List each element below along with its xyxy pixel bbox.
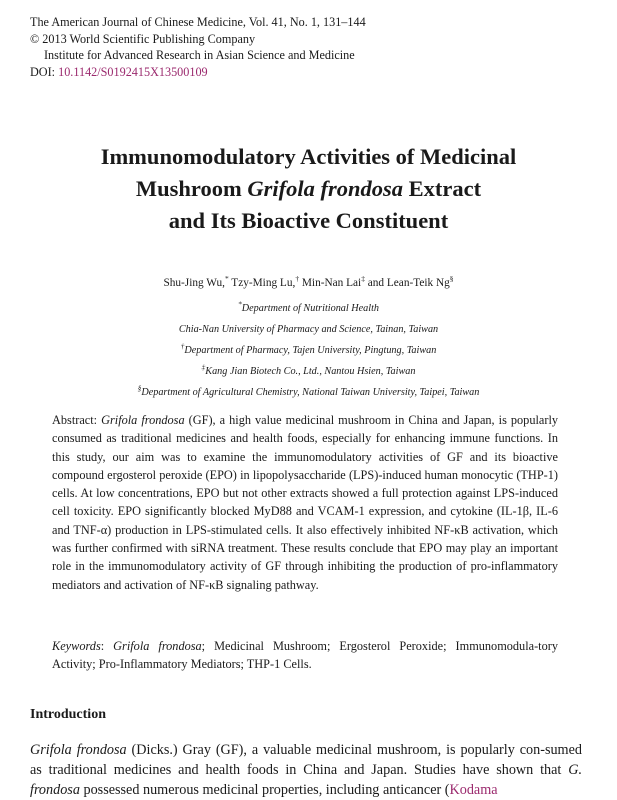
section-heading-introduction: Introduction bbox=[30, 707, 106, 722]
title-line-2 bbox=[0, 173, 617, 205]
author-3: Min-Nan Lai bbox=[299, 277, 362, 289]
author-list bbox=[0, 275, 617, 292]
intro-species-short: G. frondosa bbox=[30, 762, 582, 798]
abstract-species: Grifola frondosa bbox=[101, 413, 185, 427]
affiliation-1b-text: Chia-Nan University of Pharmacy and Science, Tainan, Taiwan bbox=[178, 324, 439, 335]
abstract-body: (GF), a high value medicinal mushroom in China and Japan, is popularly consumed as traditional medicines and health foods, especially for enhancing immune functions. In this study, our aim was to examine the immunomodulatory activities of GF and its bioactive compound ergosterol peroxide (EPO) in lipopolysaccharide (LPS)-induced human monocytic (THP-1) cells. At low concentrations, EPO but not other extracts showed a full protection against LPS-induced cell toxicity. EPO significantly blocked MyD88 and VCAM-1 expression, and cytokine (IL-1β, IL-6 and TNF-α) production in LPS-stimulated cells. It also effectively inhibited NF-κB activation, which was further confirmed with siRNA treatment. These results conclude that EPO may play an important role in the immunomodulatory activity of GF through inhibiting the production of pro-inflammatory mediators and activation of NF-κB signaling pathway. bbox=[52, 413, 559, 592]
keywords-species: Grifola frondosa bbox=[113, 639, 202, 653]
author-4: and Lean-Teik Ng bbox=[364, 277, 450, 289]
author-4-mark: § bbox=[449, 274, 454, 284]
affiliation-2-text: Department of Pharmacy, Tajen University, Pingtung, Taiwan bbox=[184, 345, 437, 356]
copyright-line: © 2013 World Scientific Publishing Company bbox=[30, 31, 256, 46]
affiliation-1-mark: * bbox=[238, 299, 242, 309]
intro-body-1: (Dicks.) Gray (GF), a valuable medicinal mushroom, is popularly con-sumed as traditional medicines and health foods in China and Japan. Studies have shown that bbox=[30, 742, 582, 778]
abstract-label: Abstract: bbox=[52, 413, 102, 427]
affiliation-1b bbox=[0, 319, 617, 340]
title-species: Grifola frondosa bbox=[247, 176, 404, 201]
keywords: Keywords: Grifola frondosa; Medicinal Mushroom; Ergosterol Peroxide; Immunomodula-tory Activity; Pro-Inflammatory Mediators; THP-1 Cells. bbox=[52, 639, 558, 672]
affiliation-1-text: Department of Nutritional Health bbox=[241, 303, 379, 314]
author-1: Shu-Jing Wu, bbox=[163, 277, 225, 289]
affiliation-1 bbox=[0, 298, 617, 319]
doi-label: DOI: bbox=[30, 64, 59, 79]
keywords-body: ; Medicinal Mushroom; Ergosterol Peroxide; Immunomodula-tory Activity; Pro-Inflammatory Mediators; THP-1 Cells. bbox=[52, 639, 558, 672]
title-line-1: Immunomodulatory Activities of Medicinal bbox=[100, 144, 517, 169]
citation-link[interactable]: Kodama bbox=[449, 782, 498, 798]
keywords-label: Keywords bbox=[52, 639, 101, 653]
affiliation-3 bbox=[0, 361, 617, 382]
affiliation-2 bbox=[0, 340, 617, 361]
author-2-mark: † bbox=[295, 274, 300, 284]
intro-body-2: possessed numerous medicinal properties, including anticancer ( bbox=[79, 782, 450, 798]
title-line-3: and Its Bioactive Constituent bbox=[168, 208, 449, 233]
article-title bbox=[0, 141, 617, 237]
affiliation-2-mark: † bbox=[180, 341, 185, 351]
intro-species: Grifola frondosa bbox=[30, 742, 127, 758]
author-3-mark: ‡ bbox=[361, 274, 365, 284]
title-line-2-pre: Mushroom bbox=[135, 176, 248, 201]
introduction-paragraph bbox=[30, 740, 582, 800]
doi-line bbox=[30, 64, 366, 81]
doi-link[interactable]: 10.1142/S0192415X13500109 bbox=[58, 64, 208, 79]
institute-line: Institute for Advanced Research in Asian Science and Medicine bbox=[44, 48, 355, 62]
abstract bbox=[52, 411, 558, 594]
affiliations bbox=[0, 298, 617, 403]
affiliation-4-mark: § bbox=[137, 383, 142, 393]
affiliation-3-text: Kang Jian Biotech Co., Ltd., Nantou Hsien, Taiwan bbox=[205, 366, 416, 377]
title-line-2-post: Extract bbox=[403, 176, 482, 201]
affiliation-4-text: Department of Agricultural Chemistry, National Taiwan University, Taipei, Taiwan bbox=[141, 387, 480, 398]
affiliation-4 bbox=[0, 382, 617, 403]
journal-citation: The American Journal of Chinese Medicine, Vol. 41, No. 1, 131–144 bbox=[30, 15, 366, 29]
author-2: Tzy-Ming Lu, bbox=[228, 277, 296, 289]
affiliation-3-mark: ‡ bbox=[201, 362, 206, 372]
author-1-mark: * bbox=[224, 274, 229, 284]
journal-header bbox=[30, 14, 366, 80]
